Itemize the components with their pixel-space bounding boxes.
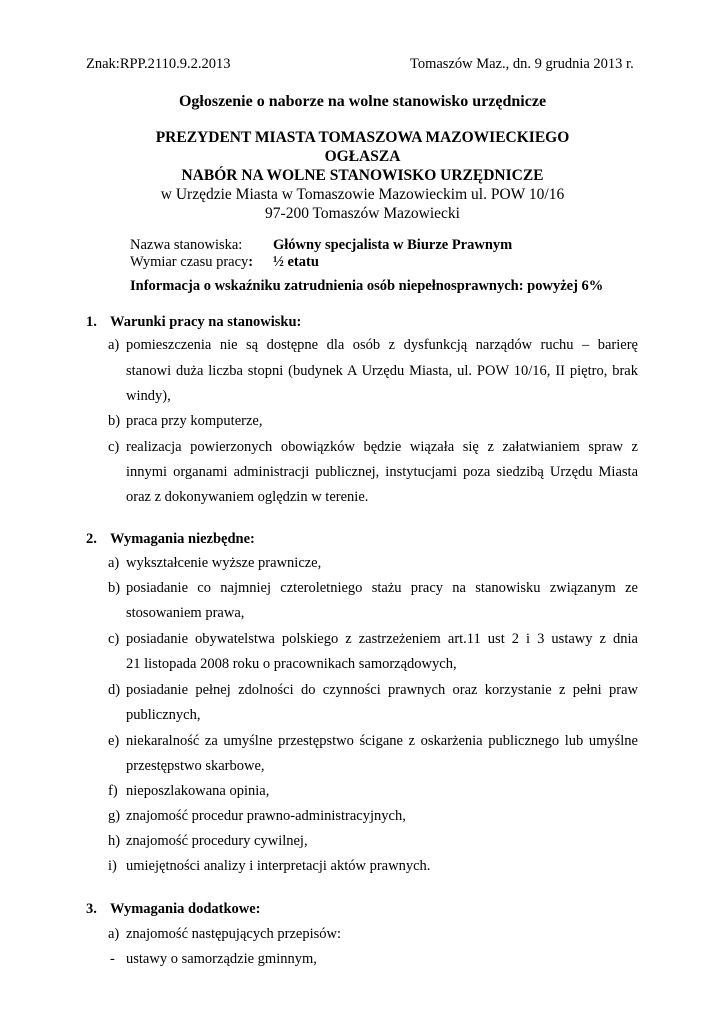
announces: OGŁASZA (324, 148, 401, 165)
page-title: Ogłoszenie o naborze na wolne stanowisko urzędnicze (178, 93, 547, 110)
list-marker: e) (108, 733, 120, 749)
list-marker: a) (108, 555, 120, 571)
section-3-number: 3. (86, 901, 97, 917)
list-marker: f) (108, 783, 118, 799)
list-item-line: nieposzlakowana opinia, (126, 783, 270, 799)
office-address: w Urzędzie Miasta w Tomaszowie Mazowieckim ul. POW 10/16 (160, 186, 565, 203)
work-time-colon: : (248, 254, 254, 270)
list-item-line: ustawy o samorządzie gminnym, (126, 951, 317, 967)
list-item-line: windy), (126, 388, 171, 404)
list-marker: c) (108, 439, 120, 455)
section-2-heading: Wymagania niezbędne: (110, 531, 255, 547)
list-marker: g) (108, 808, 121, 824)
list-item-line: publicznych, (126, 707, 201, 723)
work-time-label-text: Wymiar czasu pracy (130, 254, 249, 270)
reference-number: Znak:RPP.2110.9.2.2013 (86, 56, 231, 72)
work-time-label (130, 254, 253, 271)
list-item-line: innymi organami administracji publicznej, instytucjami poza siedzibą Urzędu Miasta (126, 464, 638, 480)
list-marker: i) (108, 858, 117, 874)
list-item-line: znajomość procedury cywilnej, (126, 833, 308, 849)
list-item-line: realizacja powierzonych obowiązków będzie wiązała się z załatwianiem spraw z (126, 439, 638, 455)
list-item-line: 21 listopada 2008 roku o pracownikach samorządowych, (126, 656, 457, 672)
list-item-line: umiejętności analizy i interpretacji aktów prawnych. (126, 858, 431, 874)
list-item-line: stanowi duża liczba stopni (budynek A Urzędu Miasta, ul. POW 10/16, II piętro, brak (126, 363, 638, 379)
list-item-line: posiadanie obywatelstwa polskiego z zastrzeżeniem art.11 ust 2 i 3 ustawy z dnia (126, 631, 638, 647)
list-item-line: posiadanie pełnej zdolności do czynności prawnych oraz korzystanie z pełni praw (126, 682, 638, 698)
list-item-line: posiadanie co najmniej czteroletniego stażu pracy na stanowisku związanym ze (126, 580, 638, 596)
list-item-line: wykształcenie wyższe prawnicze, (126, 555, 322, 571)
list-item-line: pomieszczenia nie są dostępne dla osób z dysfunkcją narządów ruchu – barierę (126, 337, 638, 353)
section-1-number: 1. (86, 314, 97, 330)
section-2-number: 2. (86, 531, 97, 547)
list-marker: b) (108, 413, 121, 429)
list-marker: b) (108, 580, 121, 596)
list-item-line: oraz z dokonywaniem oględzin w terenie. (126, 489, 369, 505)
list-item-line: znajomość następujących przepisów: (126, 926, 342, 942)
position-name-value: Główny specjalista w Biurze Prawnym (273, 237, 513, 253)
list-item-line: znajomość procedur prawno-administracyjnych, (126, 808, 406, 824)
document-date: Tomaszów Maz., dn. 9 grudnia 2013 r. (410, 56, 634, 72)
section-1-heading: Warunki pracy na stanowisku: (110, 314, 302, 330)
list-marker: h) (108, 833, 121, 849)
list-marker: a) (108, 337, 120, 353)
position-name-label: Nazwa stanowiska: (130, 237, 243, 253)
list-item-line: przestępstwo skarbowe, (126, 758, 265, 774)
recruitment-heading: NABÓR NA WOLNE STANOWISKO URZĘDNICZE (181, 167, 544, 184)
list-marker: a) (108, 926, 120, 942)
disability-info: Informacja o wskaźniku zatrudnienia osób niepełnosprawnych: powyżej 6% (130, 278, 604, 294)
list-item-line: niekaralność za umyślne przestępstwo ścigane z oskarżenia publicznego lub umyślne (126, 733, 638, 749)
list-marker: c) (108, 631, 120, 647)
announcer: PREZYDENT MIASTA TOMASZOWA MAZOWIECKIEGO (155, 129, 570, 146)
section-3-heading: Wymagania dodatkowe: (110, 901, 261, 917)
office-postal: 97-200 Tomaszów Mazowiecki (265, 205, 460, 222)
list-item-line: praca przy komputerze, (126, 413, 263, 429)
list-item-line: stosowaniem prawa, (126, 605, 245, 621)
list-marker: - (110, 951, 115, 967)
list-marker: d) (108, 682, 121, 698)
work-time-value: ½ etatu (273, 254, 319, 270)
